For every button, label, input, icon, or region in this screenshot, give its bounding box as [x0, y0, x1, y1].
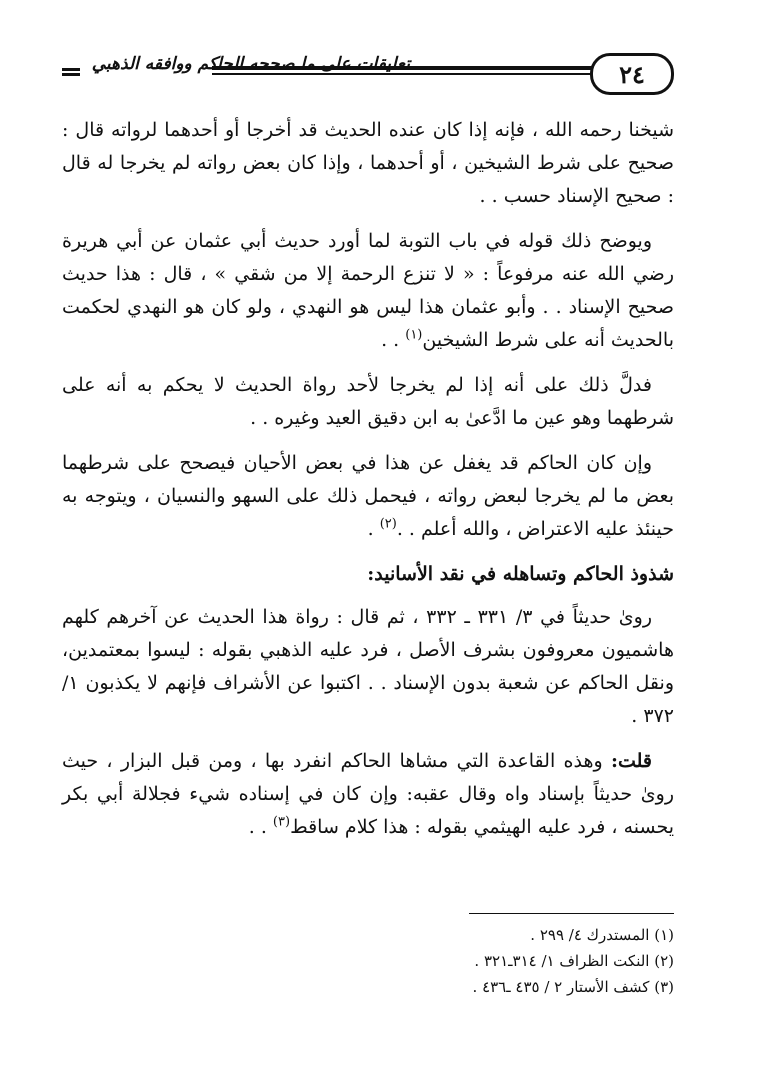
main-text: [62, 114, 674, 856]
header-end-dash: [62, 68, 80, 76]
footnote-1: (١) المستدرك ٤/ ٢٩٩ .: [530, 926, 674, 944]
footnote-3: (٣) كشف الأستار ٢ / ٤٣٥ ـ٤٣٦ .: [472, 978, 674, 996]
page-number-badge: [590, 53, 674, 95]
page-header: [62, 50, 674, 96]
paragraph-4: [62, 447, 674, 546]
paragraph-3: فدلَّ ذلك على أنه إذا لم يخرجا لأحد رواة الحديث لا يحكم به أنه على شرطهما وهو عين ما ادَّعىٰ به ابن دقيق العيد وغيره . .: [62, 374, 674, 429]
footnotes: [62, 922, 674, 1000]
paragraph-2: [62, 225, 674, 357]
paragraph-2-end: . .: [381, 329, 406, 351]
paragraph-6: [62, 745, 674, 844]
footnote-ref-1: (١): [405, 327, 423, 343]
paragraph-2-text: ويوضح ذلك قوله في باب التوبة لما أورد حديث أبي عثمان عن أبي هريرة رضي الله عنه مرفوعاً : « لا تنزع الرحمة إلا من شقي » ، قال : هذا حديث صحيح الإسناد . . وأبو عثمان هذا ليس هو النهدي ، ولو كان هو النهدي لحكمت بالحديث أنه على شرط الشيخين: [62, 230, 674, 351]
paragraph-4-text: وإن كان الحاكم قد يغفل عن هذا في بعض الأحيان فيصحح على شرطهما بعض ما لم يخرجا لبعض رواته ، فيحمل ذلك على السهو والنسيان ، ويتوجه به حينئذ عليه الاعتراض ، والله أعلم . .: [62, 452, 674, 540]
paragraph-6-text: وهذه القاعدة التي مشاها الحاكم انفرد بها ، ومن قبل البزار ، حيث روىٰ حديثاً بإسناد واه وقال عقبه: وإن كان في إسناده شيء فجلالة أبي بكر يحسنه ، فرد عليه الهيثمي بقوله : هذا كلام ساقط: [62, 750, 674, 838]
page-number: ٢٤: [619, 59, 645, 89]
footnote-ref-3: (٣): [272, 814, 291, 830]
paragraph-1: شيخنا رحمه الله ، فإنه إذا كان عنده الحديث قد أخرجا أو أحدهما لرواته قال : صحيح على شرط الشيخين ، أو أحدهما ، وإذا كان بعض رواته لم يخرجا له قال : صحيح الإسناد حسب . .: [62, 119, 674, 207]
footnote-separator: [469, 913, 674, 914]
paragraph-4-end: .: [367, 518, 380, 540]
section-heading: شذوذ الحاكم وتساهله في نقد الأسانيد:: [367, 563, 674, 585]
running-title: تعليقات على ما صححه الحاكم ووافقه الذهبي: [91, 54, 410, 74]
paragraph-6-lead: قلت:: [610, 750, 652, 772]
paragraph-5: روىٰ حديثاً في ٣/ ٣٣١ ـ ٣٣٢ ، ثم قال : رواة هذا الحديث عن آخرهم كلهم هاشميون معروفون بشرف الأصل ، فرد عليه الذهبي بقوله : ليسوا بمعتمدين، ونقل الحاكم عن شعبة بدون الإسناد . . اكتبوا عن الأشراف فإنهم لا يكذبون ١/ ٣٧٢ .: [62, 606, 674, 727]
footnote-ref-2: (٢): [379, 516, 397, 532]
paragraph-6-end: . .: [248, 816, 273, 838]
footnote-2: (٢) النكت الظراف ١/ ٣١٤ـ٣٢١ .: [474, 952, 674, 970]
